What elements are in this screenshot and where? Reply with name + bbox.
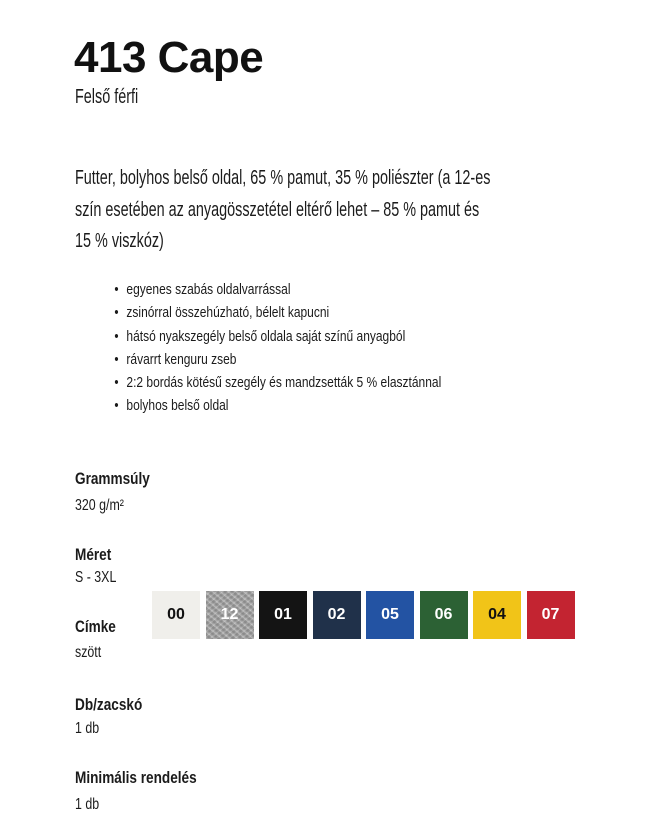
spec-per-bag-value: 1 db [75, 720, 100, 737]
color-swatch-02: 02 [313, 591, 361, 639]
color-swatch-04: 04 [473, 591, 521, 639]
color-swatch-07: 07 [527, 591, 575, 639]
spec-tag-label: Címke [75, 617, 116, 636]
product-description [75, 163, 650, 258]
features-list [112, 278, 524, 418]
color-swatch-05: 05 [366, 591, 414, 639]
spec-size-label: Méret [75, 545, 112, 564]
spec-min-order-label: Minimális rendelés [75, 768, 197, 787]
spec-min-order-value: 1 db [75, 796, 100, 813]
description-line: Futter, bolyhos belső oldal, 65 % pamut, 35 % poliészter (a 12-es [75, 167, 491, 189]
feature-item: • 2:2 bordás kötésű szegély és mandzsetták 5 % elasztánnal [112, 371, 441, 394]
color-swatch-01: 01 [259, 591, 307, 639]
color-swatch-06: 06 [420, 591, 468, 639]
spec-weight-value: 320 g/m² [75, 497, 124, 514]
description-line: 15 % viszkóz) [75, 230, 164, 252]
feature-item: • egyenes szabás oldalvarrással [112, 278, 441, 301]
feature-item: • zsinórral összehúzható, bélelt kapucni [112, 301, 441, 324]
color-swatch-12: 12 [206, 591, 254, 639]
color-swatches [152, 591, 575, 639]
feature-item: • hátsó nyakszegély belső oldala saját színű anyagból [112, 325, 441, 348]
spec-per-bag-label: Db/zacskó [75, 695, 143, 714]
spec-size-value: S - 3XL [75, 569, 117, 586]
spec-tag-value: szött [75, 644, 102, 661]
color-swatch-00: 00 [152, 591, 200, 639]
spec-weight-label: Grammsúly [75, 469, 150, 488]
feature-item: • rávarrt kenguru zseb [112, 348, 441, 371]
description-line: szín esetében az anyagösszetétel eltérő lehet – 85 % pamut és [75, 198, 480, 221]
page-title: 413 Cape [74, 33, 264, 82]
page-subtitle: Felső férfi [75, 86, 139, 108]
feature-item: • bolyhos belső oldal [112, 394, 441, 417]
